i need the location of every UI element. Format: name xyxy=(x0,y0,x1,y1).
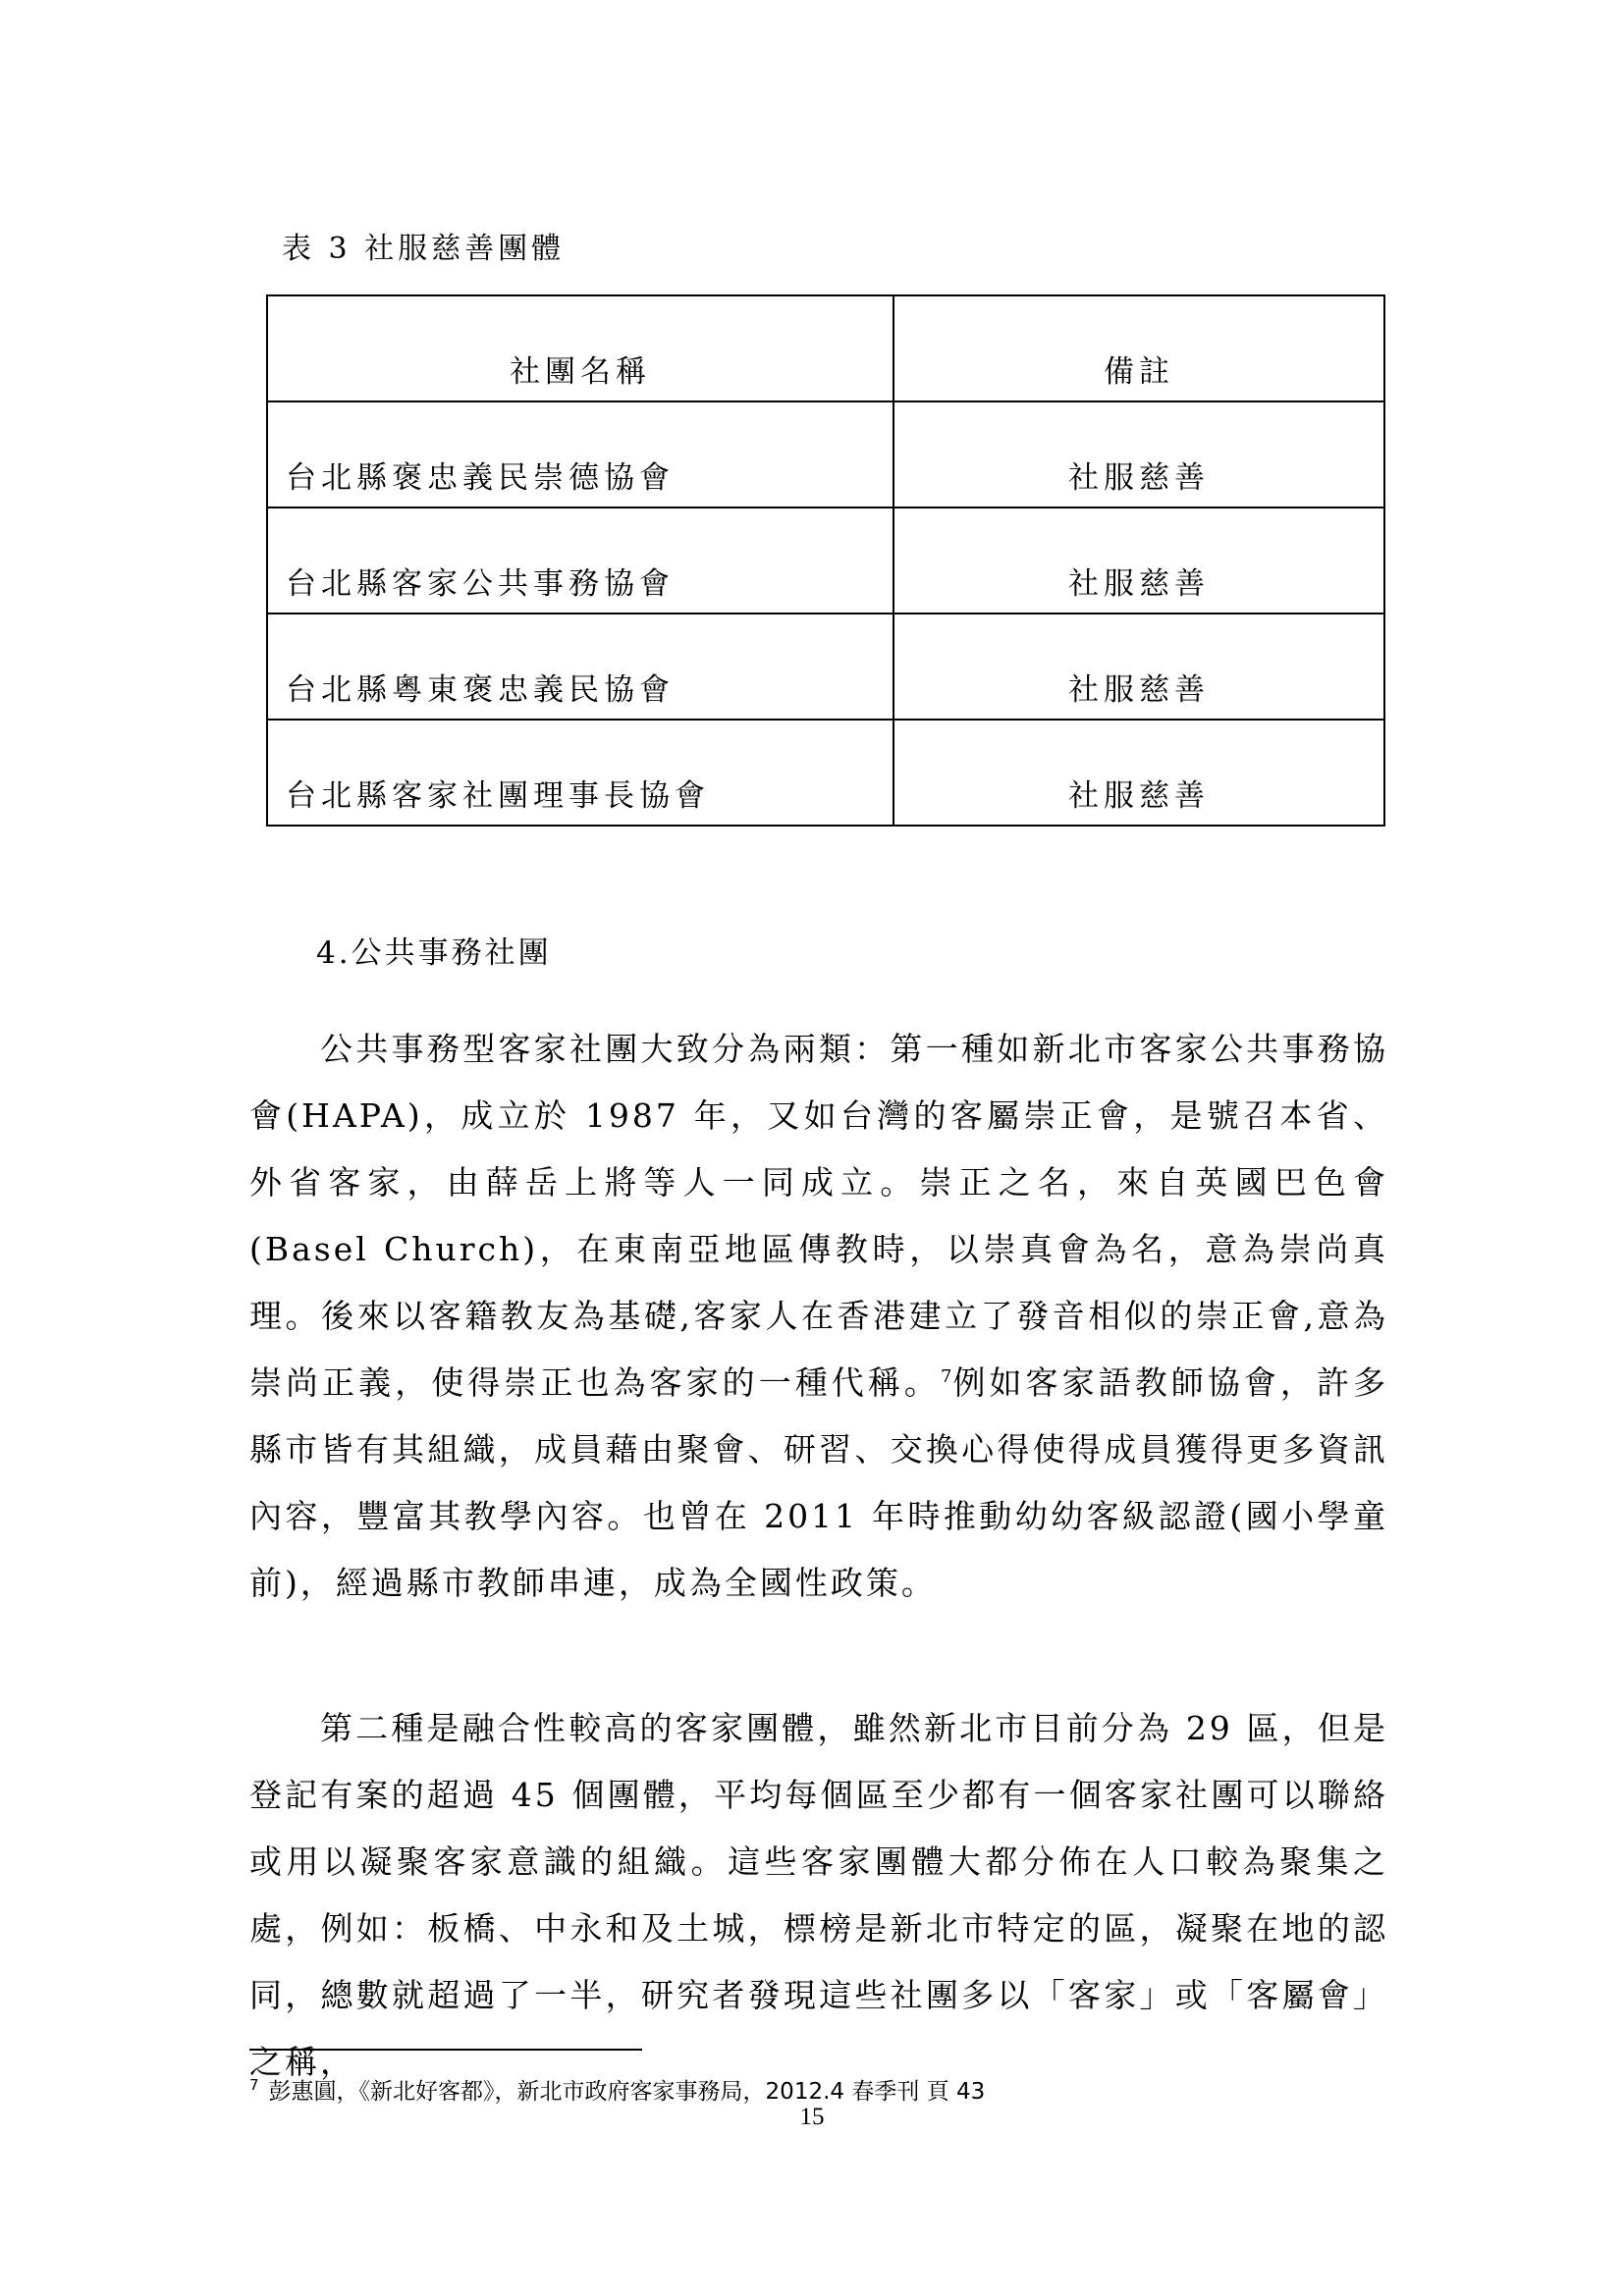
table-row xyxy=(267,614,1384,720)
paragraph-text: 公共事務型客家社團大致分為兩類：第一種如新北市客家公共事務協會(HAPA)，成立於 1987 年，又如台灣的客屬崇正會，是號召本省、外省客家，由薛岳上將等人一同成立。崇正之名，來自英國巴色會(Basel Church)，在東南亞地區傳教時，以崇真會為名，意為崇尚真理。後來以客籍教友為基礎,客家人在香港建立了發音相似的崇正會,意為崇尚正義，使得崇正也為客家的一種代稱。 xyxy=(249,1030,1388,1402)
paragraph-public-affairs-type-two: 第二種是融合性較高的客家團體，雖然新北市目前分為 29 區，但是登記有案的超過 45 個團體，平均每個區至少都有一個客家社團可以聯絡或用以凝聚客家意識的組織。這些客家團體大都分佈在人口較為聚集之處，例如：板橋、中永和及土城，標榜是新北市特定的區，凝聚在地的認同，總數就超過了一半，研究者發現這些社團多以「客家」或「客屬會」之稱， xyxy=(249,1709,1388,2081)
footnote xyxy=(249,2073,985,2106)
club-name-cell: 台北縣客家社團理事長協會 xyxy=(267,720,893,826)
table-caption: 表 3 社服慈善團體 xyxy=(282,232,566,266)
table-row xyxy=(267,720,1384,826)
footnote-number: 7 xyxy=(249,2076,259,2095)
remarks-cell: 社服慈善 xyxy=(893,720,1384,826)
table-row xyxy=(267,507,1384,614)
club-name-cell: 台北縣粵東褒忠義民協會 xyxy=(267,614,893,720)
footnote-reference[interactable]: 7 xyxy=(940,1366,952,1387)
footnote-text: 彭惠圓，《新北好客都》，新北市政府客家事務局，2012.4 春季刊 頁 43 xyxy=(268,2079,986,2105)
club-name-cell: 台北縣客家公共事務協會 xyxy=(267,507,893,614)
page-number: 15 xyxy=(799,2104,825,2130)
club-name-cell: 台北縣褒忠義民崇德協會 xyxy=(267,401,893,507)
column-header-club-name: 社團名稱 xyxy=(267,295,893,401)
table-row xyxy=(267,401,1384,507)
column-header-remarks: 備註 xyxy=(893,295,1384,401)
remarks-cell: 社服慈善 xyxy=(893,507,1384,614)
remarks-cell: 社服慈善 xyxy=(893,401,1384,507)
section-heading: 4.公共事務社團 xyxy=(316,935,552,971)
paragraph-public-affairs-type-one xyxy=(249,1016,1388,1617)
paragraph-text: 例如客家語教師協會，許多縣市皆有其組織，成員藉由聚會、研習、交換心得使得成員獲得更多資訊內容，豐富其教學內容。也曾在 2011 年時推動幼幼客級認證(國小學童前)，經過縣市教師串連，成為全國性政策。 xyxy=(249,1363,1389,1602)
remarks-cell: 社服慈善 xyxy=(893,614,1384,720)
table-header-row xyxy=(267,295,1384,401)
footnote-separator xyxy=(249,2049,642,2051)
charity-clubs-table xyxy=(266,294,1385,827)
